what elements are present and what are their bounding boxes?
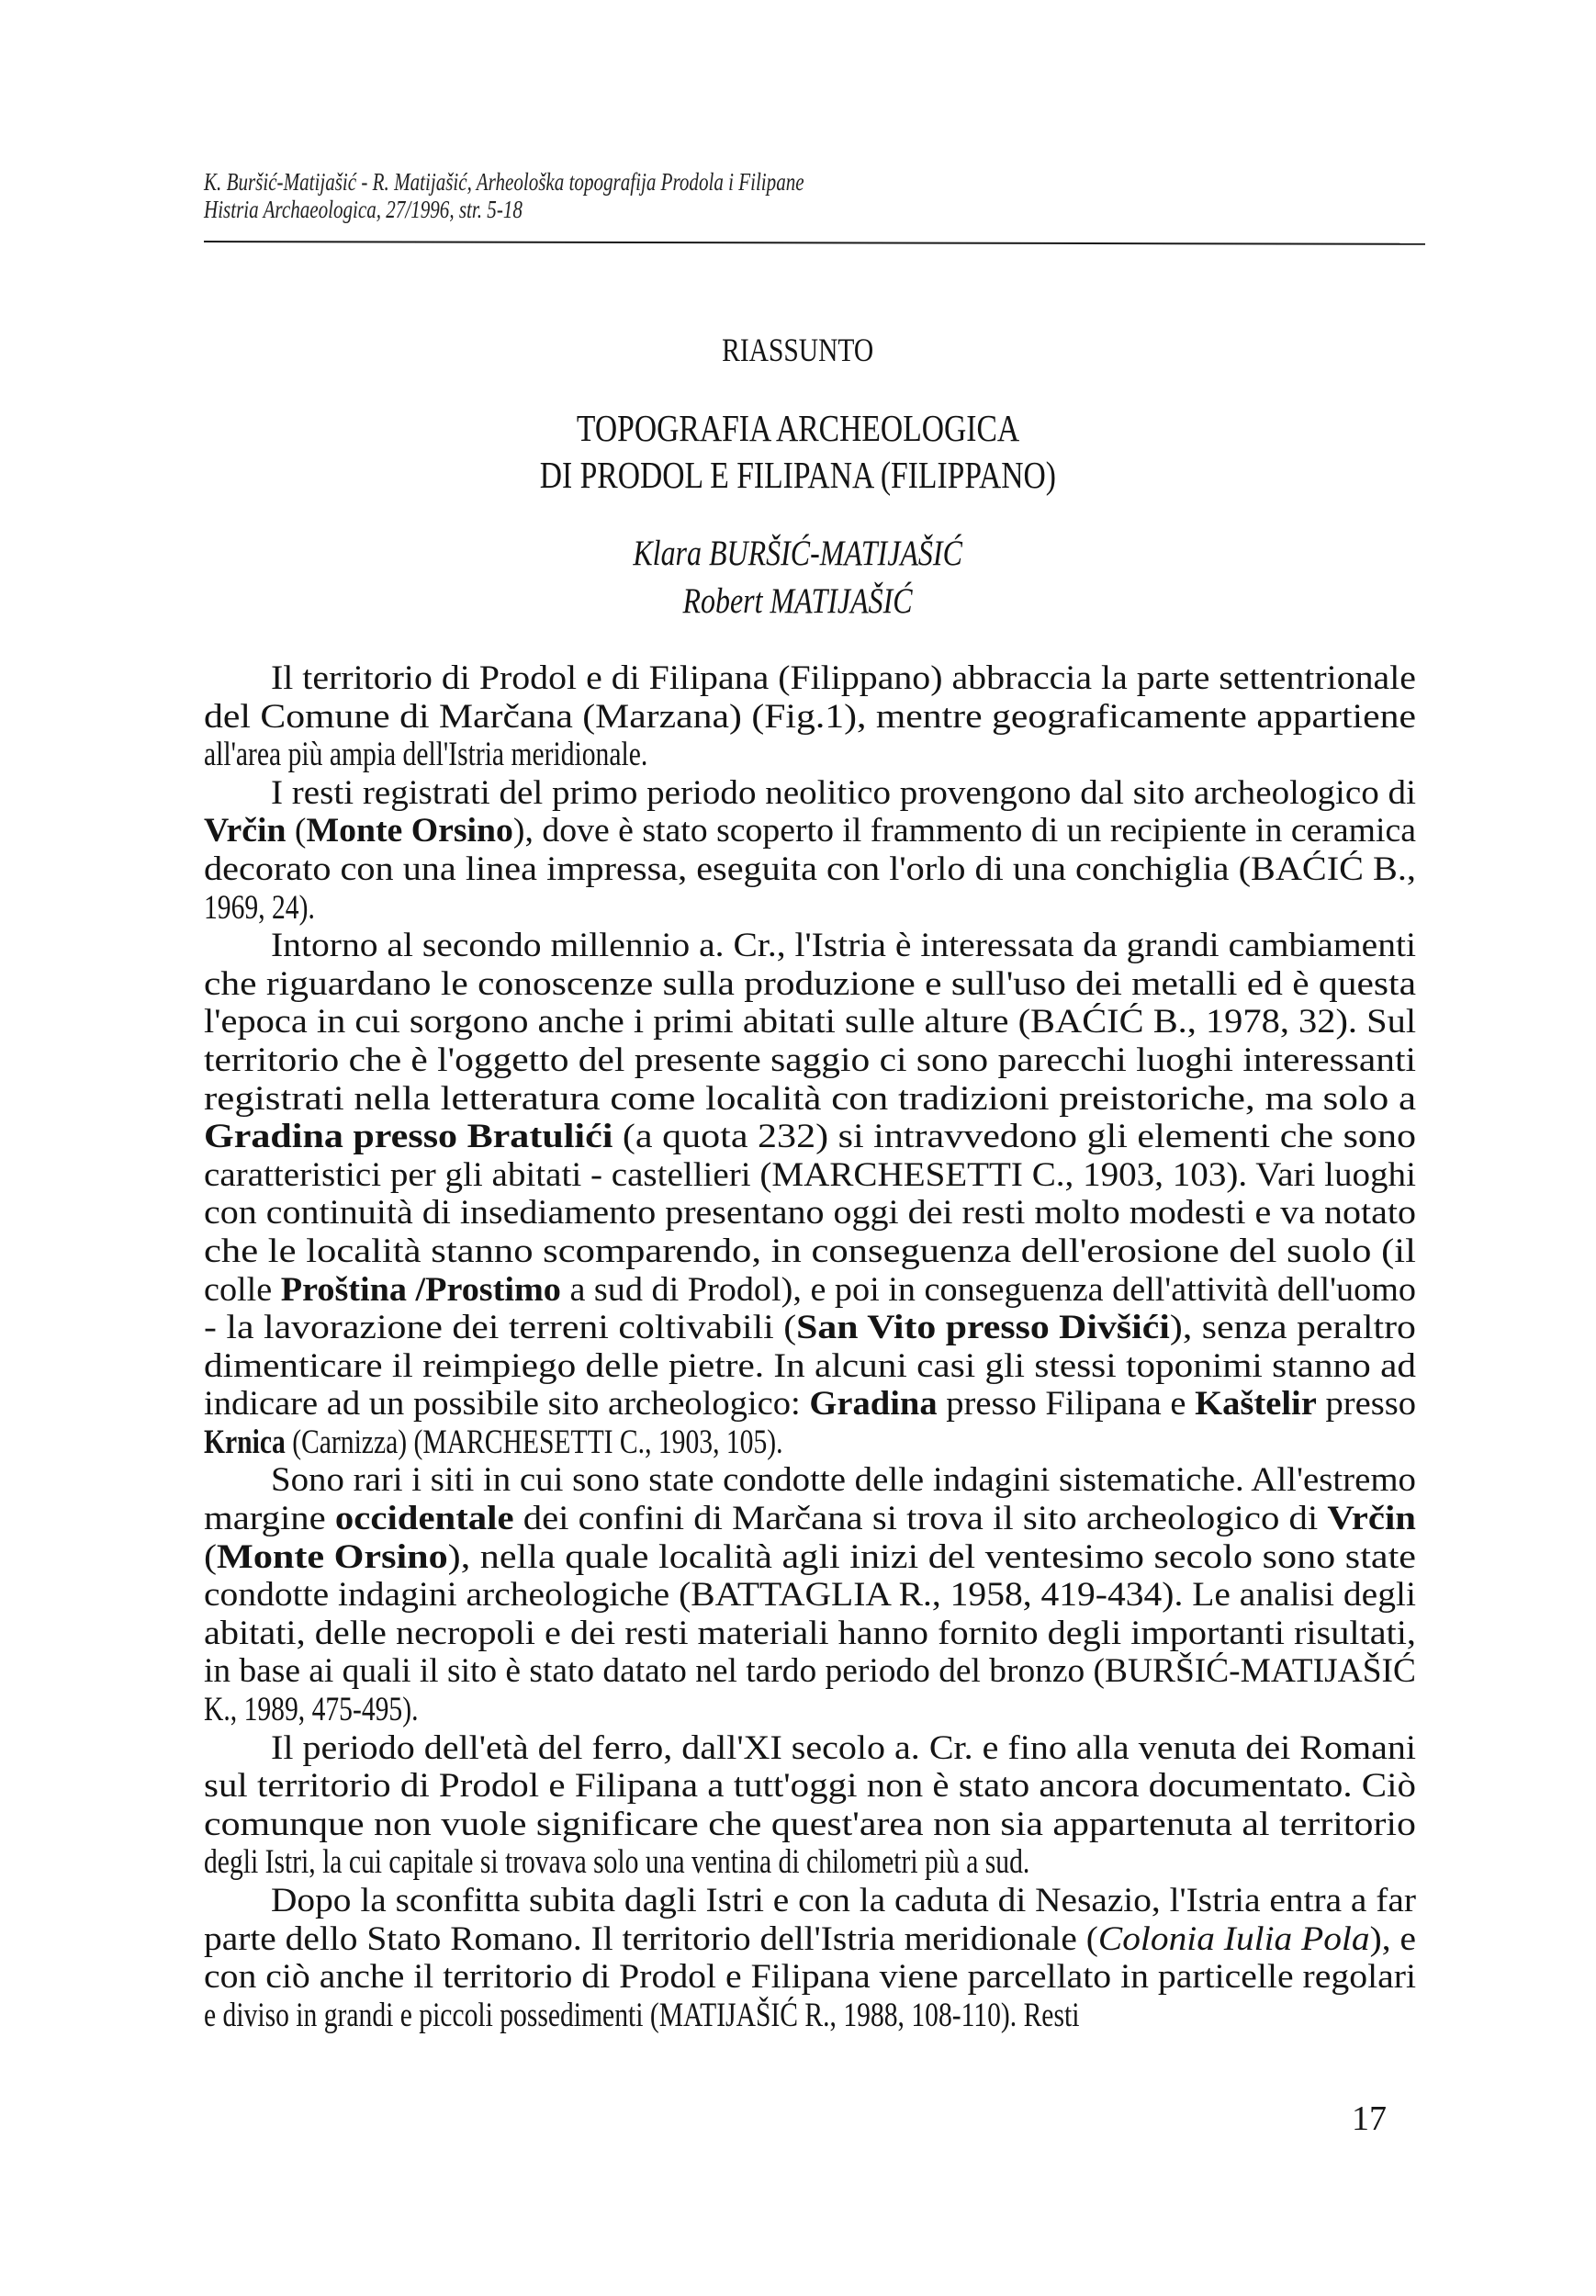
body-line-text: con ciò anche il territorio di Prodol e Filipana viene parcellato in particelle regolari [204,1958,1417,1997]
body-line [204,850,1416,889]
body-line-text: Il periodo dell'età del ferro, dall'XI secolo a. Cr. e fino alla venuta dei Romani [271,1728,1417,1767]
body-line [204,698,1416,737]
body-line [204,1691,1416,1729]
body-line [204,1194,1416,1232]
body-line [204,1767,1416,1806]
body-line [204,1958,1416,1997]
body-line-text: I resti registrati del primo periodo neolitico provengono dal sito archeologico di [271,773,1416,812]
body-line-text: parte dello Stato Romano. Il territorio dell'Istria meridionale (Colonia Iulia Pola), e [204,1919,1416,1958]
body-line [204,774,1416,813]
body-line [204,1806,1416,1844]
body-line [204,1615,1416,1653]
body-line-text: che riguardano le conoscenze sulla produzione e sull'uso dei metalli ed è questa [204,964,1416,1003]
paper-title-line-1 [0,406,1596,450]
body-line-text: dimenticare il reimpiego delle pietre. In alcuni casi gli stessi toponimi stanno ad [204,1346,1417,1385]
body-line-text: territorio che è l'oggetto del presente saggio ci sono parecchi luoghi interessanti [204,1041,1416,1079]
body-line-text: Krnica (Carnizza) (MARCHESETTI C., 1903, 105). [204,1423,783,1461]
running-header [204,168,1425,223]
body-line [204,1576,1416,1615]
body-line [204,1271,1416,1310]
body-line [204,1882,1416,1920]
body-line-text: (Monte Orsino), nella quale località agli inizi del ventesimo secolo sono state [204,1537,1417,1576]
author-2-name: Robert MATIJAŠIĆ [682,581,914,621]
body-line [204,1003,1416,1041]
body-line [204,659,1416,698]
body-line-text: condotte indagini archeologiche (BATTAGLIA R., 1958, 419-434). Le analisi degli [204,1576,1416,1615]
body-line-text: in base ai quali il sito è stato datato nel tardo periodo del bronzo (BURŠIĆ-MATIJAŠIĆ [204,1652,1416,1691]
body-line-text: del Comune di Marčana (Marzana) (Fig.1), mentre geograficamente appartiene [204,697,1416,736]
body-line-text: colle Proština /Prostimo a sud di Prodol), e poi in conseguenza dell'attività dell'uomo [204,1270,1417,1309]
running-header-journal: Histria Archaeologica, 27/1996, str. 5-18 [204,196,523,223]
body-line-text: indicare ad un possibile sito archeologico: Gradina presso Filipana e Kaštelir presso [204,1385,1416,1424]
body-line [204,1309,1416,1347]
body-line-text: all'area più ampia dell'Istria meridionale. [204,736,648,774]
body-line [204,1729,1416,1768]
body-line-text: con continuità di insediamento presentano oggi dei resti molto modesti e va notato [204,1194,1416,1232]
body-line [204,1041,1416,1080]
author-1-name: Klara BURŠIĆ-MATIJAŠIĆ [633,534,963,573]
body-line [204,1156,1416,1195]
section-label-text: RIASSUNTO [722,332,874,368]
body-line [204,812,1416,850]
running-header-authors-title: K. Buršić-Matijašić - R. Matijašić, Arheološka topografija Prodola i Filipane [204,168,804,196]
body-line [204,1347,1416,1386]
section-label [0,331,1596,369]
body-line-text: Intorno al secondo millennio a. Cr., l'Istria è interessata da grandi cambiamenti [271,927,1417,965]
body-line [204,1118,1416,1156]
body-line-text: registrati nella letteratura come località con tradizioni preistoriche, ma solo a [204,1079,1417,1118]
body-line [204,736,1416,774]
body-line [204,1424,1416,1462]
header-rule [204,241,1425,245]
body-line-text: comunque non vuole significare che quest'area non sia appartenuta al territorio [204,1805,1416,1843]
body-line [204,1500,1416,1538]
body-line-text: Dopo la sconfitta subita dagli Istri e con la caduta di Nesazio, l'Istria entra a far [271,1882,1416,1919]
body-line-text: K., 1989, 475-495). [204,1691,419,1729]
body-line-text: sul territorio di Prodol e Filipana a tutt'oggi non è stato ancora documentato. Ciò [204,1767,1416,1806]
body-line [204,889,1416,928]
body-line [204,1385,1416,1424]
paper-title-line-1-text: TOPOGRAFIA ARCHEOLOGICA [576,407,1020,449]
paper-title-line-2-text: DI PRODOL E FILIPANA (FILIPPANO) [539,454,1057,496]
body-line [204,1652,1416,1691]
body-line-text: 1969, 24). [204,888,315,927]
body-line-text: Il territorio di Prodol e di Filipana (Filippano) abbraccia la parte settentrionale [271,659,1416,697]
body-line-text: abitati, delle necropoli e dei resti materiali hanno fornito degli importanti risultati, [204,1614,1416,1652]
page-number: 17 [1352,2099,1387,2138]
paper-title-line-2 [0,453,1596,497]
body-line [204,965,1416,1004]
body-line-text: decorato con una linea impressa, eseguita con l'orlo di una conchiglia (BAĆIĆ B., [204,850,1416,888]
body-line-text: Sono rari i siti in cui sono state condotte delle indagini sistematiche. All'estremo [271,1461,1416,1500]
body-line-text: margine occidentale dei confini di Marčana si trova il sito archeologico di Vrčin [204,1500,1416,1538]
body-line [204,1232,1416,1271]
body-line-text: che le località stanno scomparendo, in conseguenza dell'erosione del suolo (il [204,1232,1416,1270]
body-line-text: caratteristici per gli abitati - castellieri (MARCHESETTI C., 1903, 103). Vari luoghi [204,1155,1416,1194]
body-line-text: l'epoca in cui sorgono anche i primi abitati sulle alture (BAĆIĆ B., 1978, 32). Sul [204,1003,1417,1041]
author-1 [0,533,1596,574]
body-line-text: Vrčin (Monte Orsino), dove è stato scoperto il frammento di un recipiente in ceramica [204,812,1417,850]
body-line [204,927,1416,965]
body-line [204,1080,1416,1119]
author-2 [0,580,1596,622]
body-line [204,1920,1416,1959]
body-line [204,1538,1416,1577]
body-line-text: e diviso in grandi e piccoli possedimenti (MATIJAŠIĆ R., 1988, 108-110). Resti [204,1996,1080,2034]
body-line-text: degli Istri, la cui capitale si trovava solo una ventina di chilometri più a sud. [204,1843,1030,1882]
body-line-text: - la lavorazione dei terreni coltivabili (San Vito presso Divšići), senza peraltro [204,1309,1416,1347]
body-line [204,1461,1416,1500]
body-line-text: Gradina presso Bratulići (a quota 232) si intravvedono gli elementi che sono [204,1118,1417,1156]
body-line [204,1997,1416,2035]
summary-body [204,659,1416,2034]
body-line [204,1843,1416,1882]
